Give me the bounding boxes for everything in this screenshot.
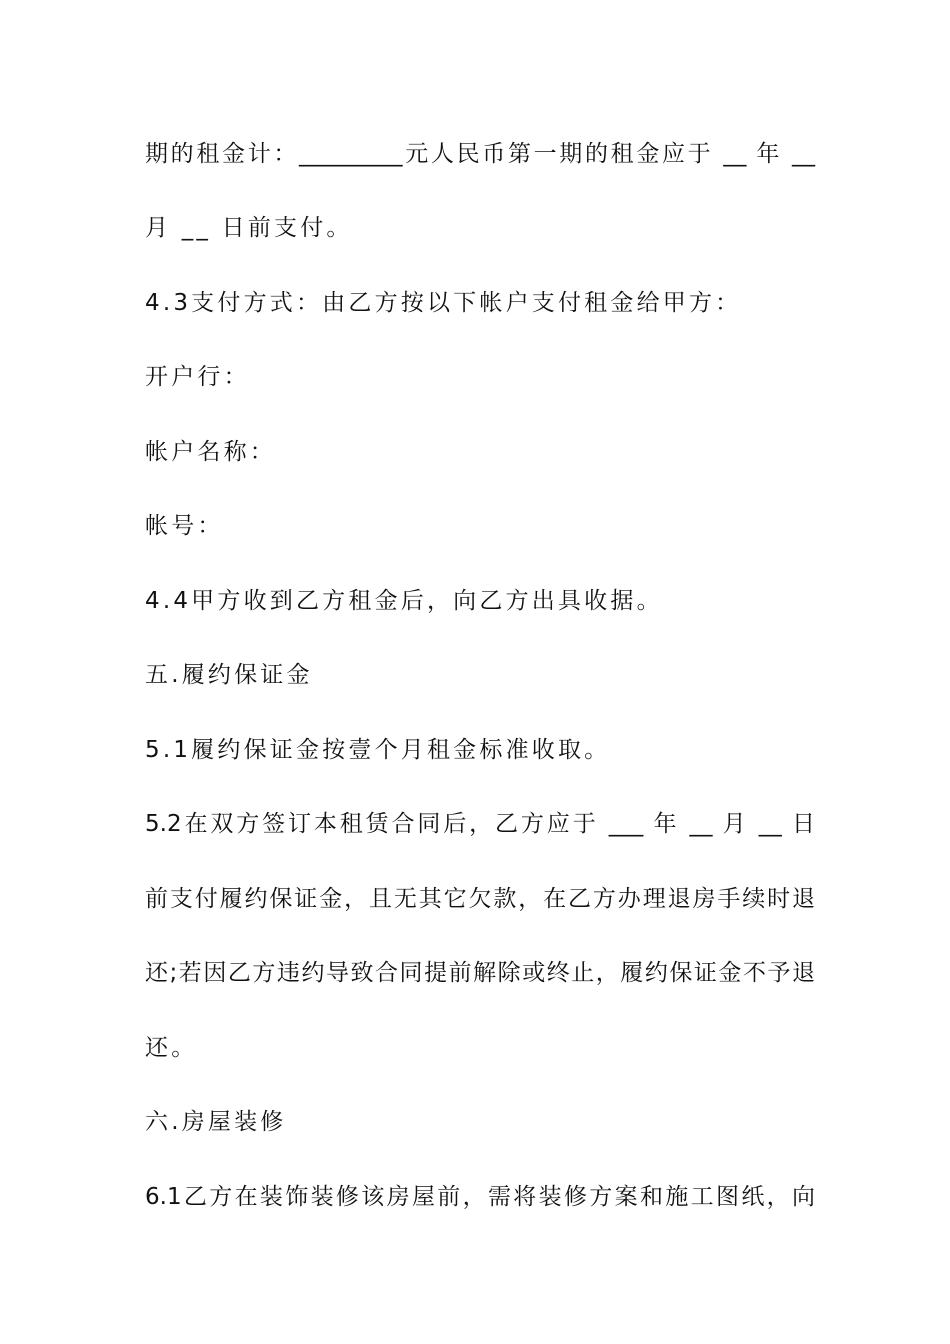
text-line: 开户行： (145, 364, 250, 390)
text-line: 期的租金计：_________元人民币第一期的租金应于 __ 年 __ (145, 141, 815, 167)
text-line: 帐户名称： (145, 439, 276, 465)
text-line: 还;若因乙方违约导致合同提前解除或终止，履约保证金不予退 (145, 960, 815, 986)
text-line: 5.1履约保证金按壹个月租金标准收取。 (145, 737, 611, 763)
text-line: 前支付履约保证金，且无其它欠款，在乙方办理退房手续时退 (145, 886, 815, 912)
text-line: 4.3支付方式：由乙方按以下帐户支付租金给甲方： (145, 290, 742, 316)
section-heading: 六.房屋装修 (145, 1109, 287, 1135)
text-line: 5.2在双方签订本租赁合同后，乙方应于 ___ 年 __ 月 __ 日 (145, 811, 815, 837)
text-line: 还。 (145, 1035, 198, 1061)
text-line: 月 __ 日前支付。 (145, 215, 353, 241)
text-line: 帐号： (145, 513, 224, 539)
text-line: 6.1乙方在装饰装修该房屋前，需将装修方案和施工图纸，向 (145, 1184, 815, 1210)
section-heading: 五.履约保证金 (145, 662, 313, 688)
text-line: 4.4甲方收到乙方租金后，向乙方出具收据。 (145, 588, 663, 614)
